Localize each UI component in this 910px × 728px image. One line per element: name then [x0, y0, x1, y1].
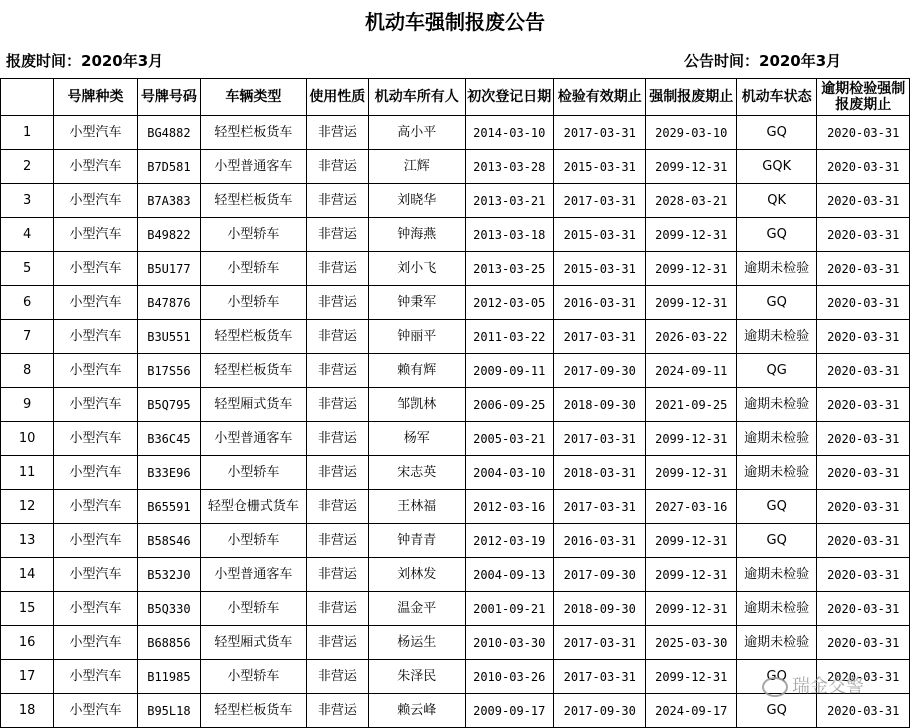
- table-cell: B5U177: [137, 252, 200, 286]
- table-cell: 小型汽车: [54, 218, 137, 252]
- table-cell: B5Q330: [137, 592, 200, 626]
- table-cell: B95L18: [137, 694, 200, 728]
- table-cell: 2010-03-30: [465, 626, 553, 660]
- table-cell: 2020-03-31: [817, 694, 910, 728]
- table-cell: 2017-03-31: [553, 422, 646, 456]
- table-cell: B33E96: [137, 456, 200, 490]
- table-cell: 2024-09-11: [646, 354, 736, 388]
- table-cell: 2011-03-22: [465, 320, 553, 354]
- table-cell: 逾期未检验: [736, 422, 816, 456]
- table-cell: 小型轿车: [201, 524, 307, 558]
- header-cell: 逾期检验强制报废期止: [817, 79, 910, 116]
- table-cell: 小型汽车: [54, 456, 137, 490]
- table-cell: B36C45: [137, 422, 200, 456]
- table-cell: 2: [1, 150, 54, 184]
- table-cell: 非营运: [306, 626, 368, 660]
- table-header-row: [1, 79, 910, 116]
- scrap-table: [0, 78, 910, 728]
- table-cell: 逾期未检验: [736, 456, 816, 490]
- table-cell: 2025-03-30: [646, 626, 736, 660]
- table-cell: 2026-03-22: [646, 320, 736, 354]
- table-row: [1, 524, 910, 558]
- table-cell: 8: [1, 354, 54, 388]
- table-row: [1, 626, 910, 660]
- table-cell: 2099-12-31: [646, 150, 736, 184]
- table-cell: 非营运: [306, 524, 368, 558]
- table-cell: 16: [1, 626, 54, 660]
- table-cell: B49822: [137, 218, 200, 252]
- watermark-text: 瑞金交警: [792, 676, 864, 697]
- table-cell: 2012-03-19: [465, 524, 553, 558]
- table-cell: 非营运: [306, 660, 368, 694]
- table-cell: 小型汽车: [54, 660, 137, 694]
- table-cell: 逾期未检验: [736, 626, 816, 660]
- table-cell: 2020-03-31: [817, 116, 910, 150]
- table-cell: 非营运: [306, 422, 368, 456]
- table-cell: 2099-12-31: [646, 252, 736, 286]
- table-cell: 小型汽车: [54, 320, 137, 354]
- header-cell: 机动车状态: [736, 79, 816, 116]
- table-cell: 11: [1, 456, 54, 490]
- table-row: [1, 286, 910, 320]
- table-cell: 6: [1, 286, 54, 320]
- table-cell: 逾期未检验: [736, 252, 816, 286]
- table-cell: 2021-09-25: [646, 388, 736, 422]
- table-cell: QG: [736, 354, 816, 388]
- table-row: [1, 252, 910, 286]
- table-row: [1, 184, 910, 218]
- table-cell: 2017-03-31: [553, 184, 646, 218]
- table-cell: 江辉: [368, 150, 465, 184]
- table-cell: 2020-03-31: [817, 490, 910, 524]
- table-cell: 非营运: [306, 320, 368, 354]
- scrap-time-label: 报废时间：2020年3月: [6, 52, 164, 70]
- table-cell: B532J0: [137, 558, 200, 592]
- table-cell: 2018-09-30: [553, 388, 646, 422]
- table-cell: 2012-03-05: [465, 286, 553, 320]
- table-cell: 4: [1, 218, 54, 252]
- table-cell: 2020-03-31: [817, 184, 910, 218]
- table-cell: 2017-03-31: [553, 626, 646, 660]
- table-cell: 非营运: [306, 252, 368, 286]
- table-cell: 12: [1, 490, 54, 524]
- table-cell: 2099-12-31: [646, 286, 736, 320]
- table-cell: 逾期未检验: [736, 320, 816, 354]
- table-cell: 2099-12-31: [646, 422, 736, 456]
- table-cell: 2020-03-31: [817, 252, 910, 286]
- table-cell: 2027-03-16: [646, 490, 736, 524]
- header-cell: 使用性质: [306, 79, 368, 116]
- table-cell: 2001-09-21: [465, 592, 553, 626]
- header-cell: 车辆类型: [201, 79, 307, 116]
- table-cell: 2017-03-31: [553, 490, 646, 524]
- table-cell: 小型轿车: [201, 286, 307, 320]
- table-cell: B17S56: [137, 354, 200, 388]
- table-cell: 小型轿车: [201, 456, 307, 490]
- table-cell: 高小平: [368, 116, 465, 150]
- page-title: 机动车强制报废公告: [365, 10, 545, 34]
- table-cell: B5Q795: [137, 388, 200, 422]
- table-cell: 17: [1, 660, 54, 694]
- table-cell: 温金平: [368, 592, 465, 626]
- table-cell: 2020-03-31: [817, 422, 910, 456]
- table-cell: 轻型栏板货车: [201, 184, 307, 218]
- table-cell: 2005-03-21: [465, 422, 553, 456]
- table-cell: 小型汽车: [54, 354, 137, 388]
- table-cell: 小型普通客车: [201, 558, 307, 592]
- table-row: [1, 456, 910, 490]
- table-cell: 非营运: [306, 116, 368, 150]
- table-cell: 2099-12-31: [646, 524, 736, 558]
- table-cell: 非营运: [306, 150, 368, 184]
- table-cell: 5: [1, 252, 54, 286]
- table-cell: 钟海燕: [368, 218, 465, 252]
- table-cell: 钟丽平: [368, 320, 465, 354]
- announce-time-label: 公告时间：2020年3月: [684, 52, 842, 70]
- table-cell: 非营运: [306, 388, 368, 422]
- table-cell: 钟秉军: [368, 286, 465, 320]
- header-cell: 号牌号码: [137, 79, 200, 116]
- table-cell: 10: [1, 422, 54, 456]
- table-cell: 非营运: [306, 184, 368, 218]
- table-cell: 小型汽车: [54, 524, 137, 558]
- table-cell: 2020-03-31: [817, 456, 910, 490]
- table-cell: 小型汽车: [54, 116, 137, 150]
- table-cell: GQ: [736, 218, 816, 252]
- table-cell: 王林福: [368, 490, 465, 524]
- table-cell: QK: [736, 184, 816, 218]
- table-cell: BG4882: [137, 116, 200, 150]
- table-cell: 2017-03-31: [553, 660, 646, 694]
- table-cell: 2012-03-16: [465, 490, 553, 524]
- table-cell: 小型汽车: [54, 626, 137, 660]
- table-cell: 2020-03-31: [817, 626, 910, 660]
- header-cell: 机动车所有人: [368, 79, 465, 116]
- table-cell: 13: [1, 524, 54, 558]
- table-row: [1, 490, 910, 524]
- table-cell: 7: [1, 320, 54, 354]
- table-cell: 非营运: [306, 286, 368, 320]
- table-cell: 逾期未检验: [736, 592, 816, 626]
- table-cell: GQ: [736, 116, 816, 150]
- table-cell: 2020-03-31: [817, 388, 910, 422]
- table-cell: 2015-03-31: [553, 252, 646, 286]
- table-cell: 2017-03-31: [553, 320, 646, 354]
- table-cell: GQ: [736, 490, 816, 524]
- table-row: [1, 694, 910, 728]
- table-cell: 小型普通客车: [201, 422, 307, 456]
- table-cell: 2099-12-31: [646, 456, 736, 490]
- table-cell: GQK: [736, 150, 816, 184]
- table-cell: GQ: [736, 286, 816, 320]
- table-cell: 18: [1, 694, 54, 728]
- table-cell: 2018-03-31: [553, 456, 646, 490]
- table-cell: 小型汽车: [54, 592, 137, 626]
- table-cell: 赖云峰: [368, 694, 465, 728]
- table-cell: 小型汽车: [54, 184, 137, 218]
- table-cell: 非营运: [306, 558, 368, 592]
- table-cell: GQ: [736, 524, 816, 558]
- table-cell: 2017-09-30: [553, 354, 646, 388]
- table-cell: 轻型栏板货车: [201, 116, 307, 150]
- table-cell: 2029-03-10: [646, 116, 736, 150]
- table-cell: 小型轿车: [201, 252, 307, 286]
- table-cell: 2099-12-31: [646, 218, 736, 252]
- header-cell: [1, 79, 54, 116]
- table-cell: B65591: [137, 490, 200, 524]
- table-cell: 小型汽车: [54, 490, 137, 524]
- table-cell: B68856: [137, 626, 200, 660]
- table-cell: B7D581: [137, 150, 200, 184]
- table-cell: 2004-09-13: [465, 558, 553, 592]
- table-cell: 2024-09-17: [646, 694, 736, 728]
- table-cell: 小型轿车: [201, 218, 307, 252]
- table-cell: 刘晓华: [368, 184, 465, 218]
- table-cell: 非营运: [306, 592, 368, 626]
- table-cell: 2016-03-31: [553, 286, 646, 320]
- table-cell: 2020-03-31: [817, 150, 910, 184]
- table-cell: 逾期未检验: [736, 388, 816, 422]
- table-cell: 轻型厢式货车: [201, 626, 307, 660]
- table-cell: 2020-03-31: [817, 218, 910, 252]
- table-row: [1, 150, 910, 184]
- table-row: [1, 592, 910, 626]
- table-cell: 9: [1, 388, 54, 422]
- table-row: [1, 388, 910, 422]
- table-cell: 非营运: [306, 456, 368, 490]
- table-row: [1, 660, 910, 694]
- table-cell: 轻型栏板货车: [201, 320, 307, 354]
- table-cell: 非营运: [306, 354, 368, 388]
- table-cell: 刘小飞: [368, 252, 465, 286]
- table-cell: 2099-12-31: [646, 558, 736, 592]
- table-cell: 2020-03-31: [817, 558, 910, 592]
- table-cell: 小型普通客车: [201, 150, 307, 184]
- table-cell: 2006-09-25: [465, 388, 553, 422]
- table-row: [1, 422, 910, 456]
- table-row: [1, 116, 910, 150]
- table-cell: 非营运: [306, 490, 368, 524]
- table-cell: 2017-09-30: [553, 694, 646, 728]
- header-cell: 检验有效期止: [553, 79, 646, 116]
- table-cell: 赖有辉: [368, 354, 465, 388]
- table-cell: 2018-09-30: [553, 592, 646, 626]
- table-cell: 小型汽车: [54, 150, 137, 184]
- table-row: [1, 354, 910, 388]
- table-cell: 2014-03-10: [465, 116, 553, 150]
- table-cell: 2099-12-31: [646, 592, 736, 626]
- table-cell: 小型汽车: [54, 694, 137, 728]
- table-cell: 朱泽民: [368, 660, 465, 694]
- header-cell: 初次登记日期: [465, 79, 553, 116]
- table-cell: B7A383: [137, 184, 200, 218]
- table-row: [1, 558, 910, 592]
- table-cell: 14: [1, 558, 54, 592]
- table-cell: 轻型栏板货车: [201, 354, 307, 388]
- table-cell: 3: [1, 184, 54, 218]
- table-cell: 小型轿车: [201, 660, 307, 694]
- table-row: [1, 320, 910, 354]
- table-cell: 2009-09-17: [465, 694, 553, 728]
- table-cell: B11985: [137, 660, 200, 694]
- table-cell: 轻型栏板货车: [201, 694, 307, 728]
- table-cell: 15: [1, 592, 54, 626]
- table-cell: B58S46: [137, 524, 200, 558]
- table-cell: GQ: [736, 660, 816, 694]
- table-cell: 2016-03-31: [553, 524, 646, 558]
- table-cell: 轻型厢式货车: [201, 388, 307, 422]
- table-cell: 小型汽车: [54, 286, 137, 320]
- table-cell: 小型轿车: [201, 592, 307, 626]
- table-cell: 2020-03-31: [817, 592, 910, 626]
- table-cell: B3U551: [137, 320, 200, 354]
- table-cell: 2015-03-31: [553, 218, 646, 252]
- table-cell: 杨军: [368, 422, 465, 456]
- table-cell: 小型汽车: [54, 252, 137, 286]
- table-cell: 刘林发: [368, 558, 465, 592]
- table-cell: 2004-03-10: [465, 456, 553, 490]
- table-cell: 2020-03-31: [817, 286, 910, 320]
- table-row: [1, 218, 910, 252]
- table-cell: 钟青青: [368, 524, 465, 558]
- table-cell: 2013-03-21: [465, 184, 553, 218]
- header-cell: 强制报废期止: [646, 79, 736, 116]
- table-cell: 2099-12-31: [646, 660, 736, 694]
- table-cell: 2028-03-21: [646, 184, 736, 218]
- table-cell: 非营运: [306, 218, 368, 252]
- table-cell: 2010-03-26: [465, 660, 553, 694]
- table-cell: 1: [1, 116, 54, 150]
- table-cell: 逾期未检验: [736, 558, 816, 592]
- table-cell: 2017-03-31: [553, 116, 646, 150]
- table-cell: 小型汽车: [54, 388, 137, 422]
- table-cell: 小型汽车: [54, 422, 137, 456]
- table-cell: 2013-03-28: [465, 150, 553, 184]
- table-cell: 2013-03-25: [465, 252, 553, 286]
- table-cell: 杨运生: [368, 626, 465, 660]
- table-cell: GQ: [736, 694, 816, 728]
- table-cell: 2020-03-31: [817, 524, 910, 558]
- table-cell: 2009-09-11: [465, 354, 553, 388]
- table-cell: 2013-03-18: [465, 218, 553, 252]
- table-cell: 2015-03-31: [553, 150, 646, 184]
- table-cell: 非营运: [306, 694, 368, 728]
- table-cell: 小型汽车: [54, 558, 137, 592]
- table-cell: 2020-03-31: [817, 660, 910, 694]
- table-cell: 轻型仓栅式货车: [201, 490, 307, 524]
- table-cell: 邹凯林: [368, 388, 465, 422]
- table-cell: B47876: [137, 286, 200, 320]
- table-cell: 2017-09-30: [553, 558, 646, 592]
- table-cell: 2020-03-31: [817, 320, 910, 354]
- header-cell: 号牌种类: [54, 79, 137, 116]
- table-cell: 宋志英: [368, 456, 465, 490]
- table-cell: 2020-03-31: [817, 354, 910, 388]
